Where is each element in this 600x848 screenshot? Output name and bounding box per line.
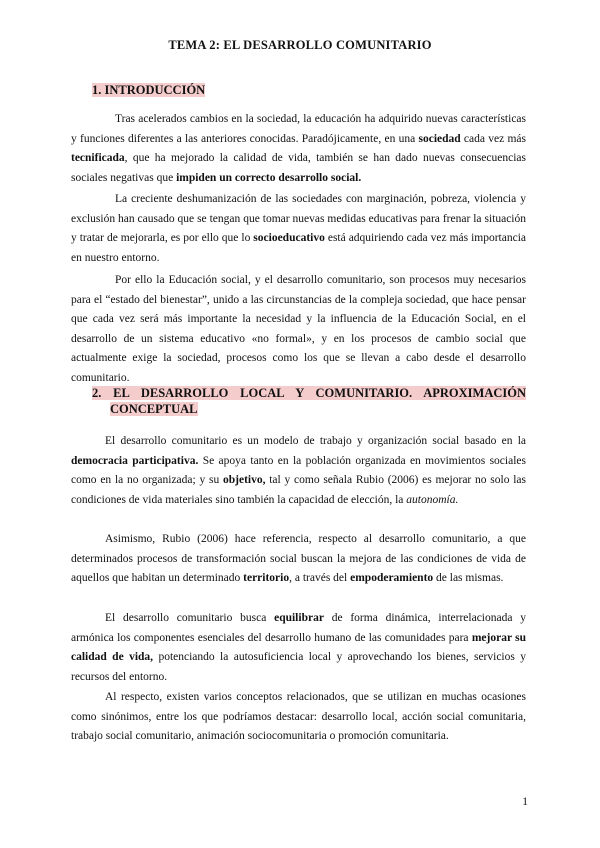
- bold-term: tecnificada: [71, 152, 125, 164]
- paragraph-desarrollo-1: El desarrollo comunitario es un modelo de trabajo y organización social basado en la democracia participativa. Se apoya tanto en la población organizada en movimientos sociales como en la no organizada; y su objetivo, tal y como señala Rubio (2006) es mejorar no solo las condiciones de vida materiales sino también la capacidad de elección, la autonomía.: [71, 435, 526, 506]
- bold-term: equilibrar: [274, 612, 324, 624]
- paragraph-desarrollo-3: El desarrollo comunitario busca equilibrar de forma dinámica, interrelacionada y armónica los componentes esenciales del desarrollo humano de las comunidades para mejorar su calidad de vida, potenciando la autosuficiencia local y aprovechando los bienes, servicios y recursos del entorno.: [71, 612, 526, 683]
- paragraph-desarrollo-2: Asimismo, Rubio (2006) hace referencia, respecto al desarrollo comunitario, a que determinados procesos de transformación social buscan la mejora de las condiciones de vida de aquellos que habitan un determinado territorio, a través del empoderamiento de las mismas.: [71, 533, 526, 584]
- section-heading-text-line2: CONCEPTUAL: [110, 402, 198, 416]
- bold-term: objetivo,: [222, 474, 266, 486]
- section-heading-text: 1. INTRODUCCIÓN: [92, 83, 206, 97]
- section-heading-introduccion: [92, 82, 526, 98]
- page-number: 1: [522, 796, 528, 808]
- bold-term: mejorar su calidad de vida,: [71, 631, 526, 663]
- document-title: TEMA 2: EL DESARROLLO COMUNITARIO: [168, 38, 432, 52]
- bold-term: democracia participativa.: [71, 454, 199, 467]
- bold-term: sociedad: [418, 132, 461, 145]
- paragraph-intro-1: Tras acelerados cambios en la sociedad, la educación ha adquirido nuevas características y funciones diferentes a las anteriores conocidas. Paradójicamente, en una sociedad cada vez más tecnificada, que ha mejorado la calidad de vida, también se han dado nuevas consecuencias sociales negativas que impiden un correcto desarrollo social.: [71, 113, 526, 184]
- section-heading-desarrollo-local: [92, 385, 526, 417]
- section-heading-text-line1: 2. EL DESARROLLO LOCAL Y COMUNITARIO. APROXIMACIÓN: [92, 386, 526, 400]
- paragraph-intro-3: Por ello la Educación social, y el desarrollo comunitario, son procesos muy necesarios para el “estado del bienestar”, unido a las circunstancias de la compleja sociedad, que hace pensar que cada vez será más importante la necesidad y la influencia de la Educación Social, en el desarrollo de un sistema educativo «no formal», y en los procesos de cambio social que actualmente exige la sociedad, procesos como los que se llevan a cabo desde el desarrollo comunitario.: [71, 274, 526, 384]
- bold-term: impiden un correcto desarrollo social.: [176, 171, 362, 184]
- paragraph-desarrollo-4: Al respecto, existen varios conceptos relacionados, que se utilizan en muchas ocasiones como sinónimos, entre los que podríamos destacar: desarrollo local, acción social comunitaria, trabajo social comunitario, animación sociocomunitaria o promoción comunitaria.: [71, 691, 526, 742]
- italic-term: autonomía.: [406, 493, 459, 506]
- bold-term: territorio: [243, 572, 290, 584]
- bold-term: empoderamiento: [350, 572, 434, 584]
- bold-term: socioeducativo: [253, 232, 325, 244]
- paragraph-intro-2: La creciente deshumanización de las sociedades con marginación, pobreza, violencia y exclusión han causado que se tengan que tomar nuevas medidas educativas para frenar la situación y tratar de mejorarla, es por ello que lo socioeducativo está adquiriendo cada vez más importancia en nuestro entorno.: [71, 193, 526, 264]
